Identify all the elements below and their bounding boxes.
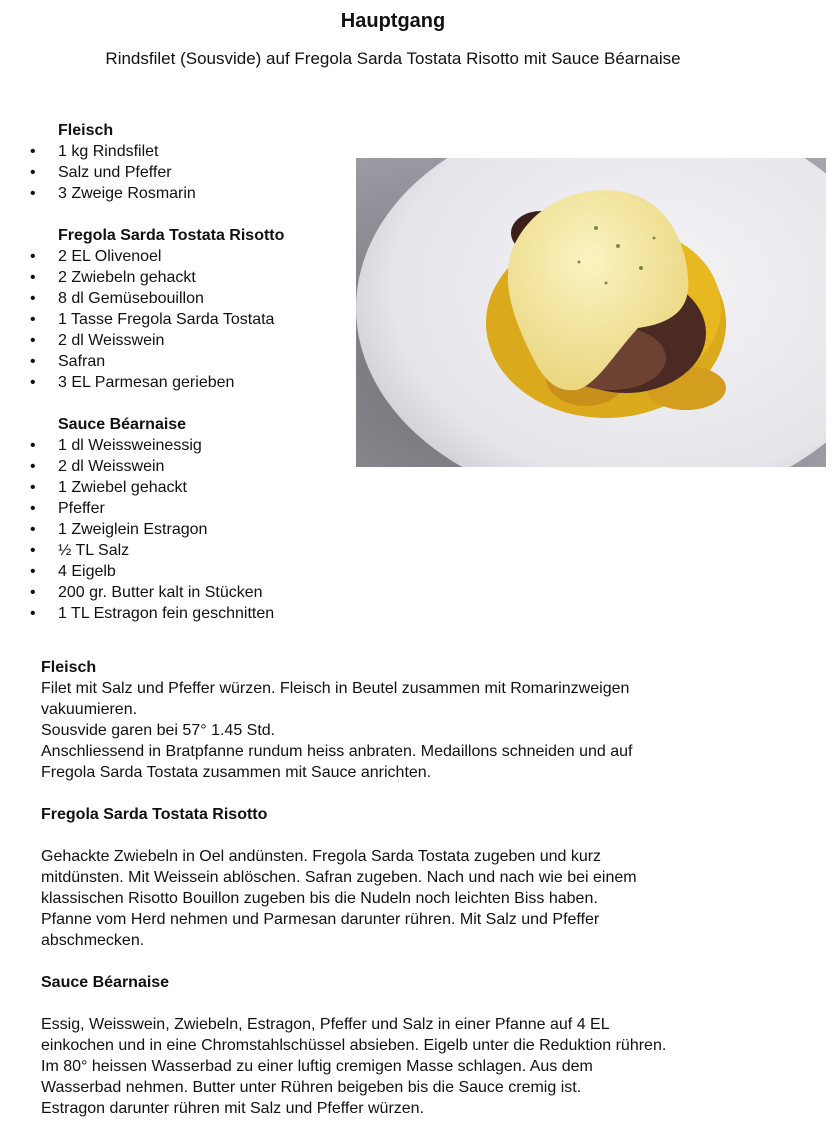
ingredient-item <box>0 309 340 330</box>
ingredient-text: 1 TL Estragon fein geschnitten <box>58 605 275 622</box>
ingredient-text: 8 dl Gemüsebouillon <box>58 290 204 307</box>
spacer <box>41 783 761 804</box>
step-line: Sousvide garen bei 57° 1.45 Std. <box>41 722 276 739</box>
ingredient-item <box>0 519 340 540</box>
instructions-section <box>41 657 761 1119</box>
bullet-icon: • <box>30 584 36 601</box>
ingredient-text: 1 Zweiglein Estragon <box>58 521 208 538</box>
ingredient-text: 3 Zweige Rosmarin <box>58 185 196 202</box>
bullet-icon: • <box>30 353 36 370</box>
dish-illustration <box>356 158 826 467</box>
bullet-icon: • <box>30 458 36 475</box>
ingredient-text: 1 dl Weissweinessig <box>58 437 202 454</box>
bullet-icon: • <box>30 374 36 391</box>
ingredient-item <box>0 498 340 519</box>
step-line: Fregola Sarda Tostata zusammen mit Sauce anrichten. <box>41 764 432 781</box>
bullet-icon: • <box>30 521 36 538</box>
ingredient-item <box>0 246 340 267</box>
step-line: Filet mit Salz und Pfeffer würzen. Fleisch in Beutel zusammen mit Romarinzweigen <box>41 680 630 697</box>
ingredient-item <box>0 330 340 351</box>
step-line: abschmecken. <box>41 932 145 949</box>
step-heading-bearnaise: Sauce Béarnaise <box>41 974 170 991</box>
ingredient-text: ½ TL Salz <box>58 542 130 559</box>
ingredient-text: Safran <box>58 353 106 370</box>
step-line: mitdünsten. Mit Weissein ablöschen. Safran zugeben. Nach und nach wie bei einem <box>41 869 637 886</box>
ingredient-item <box>0 288 340 309</box>
ingredients-section <box>0 120 340 624</box>
ingredient-item <box>0 267 340 288</box>
ingredient-text: Salz und Pfeffer <box>58 164 172 181</box>
step-line: Anschliessend in Bratpfanne rundum heiss anbraten. Medaillons schneiden und auf <box>41 743 633 760</box>
ingredient-text: 2 EL Olivenoel <box>58 248 162 265</box>
step-line: Essig, Weisswein, Zwiebeln, Estragon, Pfeffer und Salz in einer Pfanne auf 4 EL <box>41 1016 610 1033</box>
step-line: Gehackte Zwiebeln in Oel andünsten. Fregola Sarda Tostata zugeben und kurz <box>41 848 602 865</box>
ingredient-group-heading: Fregola Sarda Tostata Risotto <box>58 227 285 244</box>
step-line: Estragon darunter rühren mit Salz und Pfeffer würzen. <box>41 1100 425 1117</box>
step-line: Wasserbad nehmen. Butter unter Rühren beigeben bis die Sauce cremig ist. <box>41 1079 582 1096</box>
ingredient-text: 2 dl Weisswein <box>58 332 165 349</box>
bullet-icon: • <box>30 500 36 517</box>
step-heading-risotto: Fregola Sarda Tostata Risotto <box>41 806 268 823</box>
dish-photo <box>356 158 826 467</box>
bullet-icon: • <box>30 563 36 580</box>
ingredient-item <box>0 456 340 477</box>
ingredient-item <box>0 141 340 162</box>
ingredient-group-heading: Fleisch <box>58 122 114 139</box>
ingredient-item <box>0 435 340 456</box>
ingredient-list <box>0 435 340 624</box>
step-line: Pfanne vom Herd nehmen und Parmesan darunter rühren. Mit Salz und Pfeffer <box>41 911 600 928</box>
spacer <box>41 993 761 1014</box>
ingredient-item <box>0 603 340 624</box>
ingredient-list <box>0 141 340 204</box>
ingredient-group-heading: Sauce Béarnaise <box>58 416 187 433</box>
ingredient-item <box>0 162 340 183</box>
ingredient-text: 1 kg Rindsfilet <box>58 143 159 160</box>
step-line: vakuumieren. <box>41 701 138 718</box>
ingredient-item <box>0 582 340 603</box>
spacer <box>41 951 761 972</box>
step-line: einkochen und in eine Chromstahlschüssel absieben. Eigelb unter die Reduktion rühren. <box>41 1037 667 1054</box>
ingredient-list <box>0 246 340 393</box>
page-title: Hauptgang <box>340 10 446 32</box>
bullet-icon: • <box>30 437 36 454</box>
ingredient-item <box>0 351 340 372</box>
bullet-icon: • <box>30 290 36 307</box>
ingredient-text: 1 Zwiebel gehackt <box>58 479 187 496</box>
bullet-icon: • <box>30 164 36 181</box>
ingredient-item <box>0 372 340 393</box>
step-line: klassischen Risotto Bouillon zugeben bis die Nudeln noch leichten Biss haben. <box>41 890 598 907</box>
bullet-icon: • <box>30 248 36 265</box>
step-heading-fleisch: Fleisch <box>41 659 97 676</box>
ingredient-item <box>0 183 340 204</box>
bullet-icon: • <box>30 311 36 328</box>
bullet-icon: • <box>30 269 36 286</box>
group-spacer <box>0 393 340 414</box>
ingredient-item <box>0 561 340 582</box>
ingredient-text: 200 gr. Butter kalt in Stücken <box>58 584 263 601</box>
bullet-icon: • <box>30 479 36 496</box>
group-spacer <box>0 204 340 225</box>
spacer <box>41 825 761 846</box>
ingredient-item <box>0 540 340 561</box>
ingredient-item <box>0 477 340 498</box>
bullet-icon: • <box>30 332 36 349</box>
ingredient-text: 4 Eigelb <box>58 563 116 580</box>
ingredient-text: 2 dl Weisswein <box>58 458 165 475</box>
bullet-icon: • <box>30 542 36 559</box>
recipe-subtitle: Rindsfilet (Sousvide) auf Fregola Sarda Tostata Risotto mit Sauce Béarnaise <box>105 49 681 68</box>
ingredient-text: Pfeffer <box>58 500 105 517</box>
bullet-icon: • <box>30 143 36 160</box>
bullet-icon: • <box>30 605 36 622</box>
bullet-icon: • <box>30 185 36 202</box>
step-line: Im 80° heissen Wasserbad zu einer luftig cremigen Masse schlagen. Aus dem <box>41 1058 593 1075</box>
ingredient-text: 1 Tasse Fregola Sarda Tostata <box>58 311 275 328</box>
ingredient-text: 2 Zwiebeln gehackt <box>58 269 196 286</box>
ingredient-text: 3 EL Parmesan gerieben <box>58 374 235 391</box>
